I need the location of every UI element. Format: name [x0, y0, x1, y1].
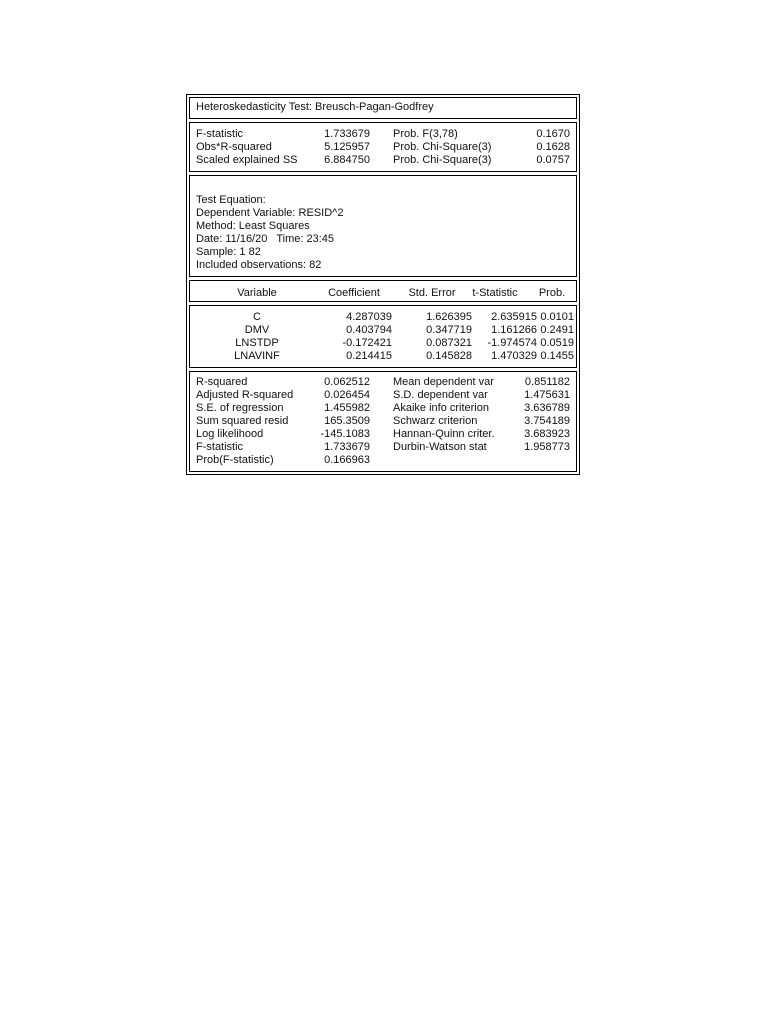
sample: Sample: 1 82	[196, 246, 261, 258]
summary-label: Adjusted R-squared	[196, 389, 294, 401]
summary-label: R-squared	[196, 376, 248, 388]
table-row	[190, 311, 576, 324]
output-title: Heteroskedasticity Test: Breusch-Pagan-Godfrey	[196, 101, 434, 113]
summary-label: F-statistic	[196, 441, 244, 453]
regression-output-table	[186, 94, 580, 475]
stat-value: 5.125957	[324, 141, 370, 153]
summary-value-2: 3.636789	[524, 402, 570, 414]
coefficient-header	[189, 280, 577, 302]
t-statistic-value: -1.974574	[487, 337, 537, 349]
coefficient-value: 0.214415	[346, 350, 392, 362]
summary-value: 1.455982	[324, 402, 370, 414]
test-stat-row	[196, 141, 570, 154]
summary-row	[196, 376, 570, 389]
summary-label: Sum squared resid	[196, 415, 289, 427]
summary-value-2: 1.958773	[524, 441, 570, 453]
summary-label-2: S.D. dependent var	[393, 389, 488, 401]
t-statistic-value: 2.635915	[491, 311, 537, 323]
included-observations: Included observations: 82	[196, 259, 322, 271]
coefficient-body	[189, 305, 577, 368]
coefficient-value: 0.403794	[346, 324, 392, 336]
date-time: Date: 11/16/20 Time: 23:45	[196, 233, 334, 245]
coefficient-value: -0.172421	[342, 337, 392, 349]
test-stats-section	[189, 122, 577, 172]
prob-value: 0.1670	[536, 128, 570, 140]
stat-label: Obs*R-squared	[196, 141, 272, 153]
dependent-variable: Dependent Variable: RESID^2	[196, 207, 344, 219]
summary-label: Log likelihood	[196, 428, 264, 440]
stat-value: 1.733679	[324, 128, 370, 140]
summary-value: 165.3509	[324, 415, 370, 427]
header-coefficient: Coefficient	[328, 287, 380, 299]
std-error-value: 1.626395	[426, 311, 472, 323]
prob-label: Prob. Chi-Square(3)	[393, 141, 492, 153]
prob-value: 0.0519	[540, 337, 574, 349]
stat-value: 6.884750	[324, 154, 370, 166]
t-statistic-value: 1.161266	[491, 324, 537, 336]
summary-label-2: Durbin-Watson stat	[393, 441, 487, 453]
coefficient-value: 4.287039	[346, 311, 392, 323]
prob-label: Prob. Chi-Square(3)	[393, 154, 492, 166]
std-error-value: 0.347719	[426, 324, 472, 336]
summary-value: 0.062512	[324, 376, 370, 388]
variable-name: DMV	[244, 324, 270, 336]
prob-value: 0.1628	[536, 141, 570, 153]
header-variable: Variable	[237, 287, 277, 299]
table-row	[190, 324, 576, 337]
t-statistic-value: 1.470329	[491, 350, 537, 362]
summary-value-2: 0.851182	[524, 376, 570, 388]
variable-name: C	[253, 311, 261, 323]
summary-stats-section	[189, 371, 577, 472]
prob-value: 0.0757	[536, 154, 570, 166]
table-row	[190, 337, 576, 350]
summary-label-2: Hannan-Quinn criter.	[393, 428, 495, 440]
summary-value-2: 3.683923	[524, 428, 570, 440]
table-row	[190, 350, 576, 363]
title-section	[189, 97, 577, 119]
summary-label-2: Schwarz criterion	[393, 415, 478, 427]
summary-value-2: 3.754189	[524, 415, 570, 427]
summary-row	[196, 428, 570, 441]
summary-label-2: Akaike info criterion	[393, 402, 489, 414]
equation-heading: Test Equation:	[196, 194, 266, 206]
method: Method: Least Squares	[196, 220, 310, 232]
prob-value: 0.1455	[540, 350, 574, 362]
summary-value: 1.733679	[324, 441, 370, 453]
summary-value: -145.1083	[320, 428, 370, 440]
prob-value: 0.0101	[540, 311, 574, 323]
header-std-error: Std. Error	[408, 287, 456, 299]
stat-label: Scaled explained SS	[196, 154, 298, 166]
summary-value: 0.026454	[324, 389, 370, 401]
summary-value-2: 1.475631	[524, 389, 570, 401]
summary-label: Prob(F-statistic)	[196, 454, 274, 466]
prob-value: 0.2491	[540, 324, 574, 336]
test-stat-row	[196, 154, 570, 167]
summary-value: 0.166963	[324, 454, 370, 466]
test-equation-section	[189, 175, 577, 277]
summary-row	[196, 454, 570, 467]
summary-row	[196, 441, 570, 454]
summary-row	[196, 402, 570, 415]
stat-label: F-statistic	[196, 128, 244, 140]
summary-row	[196, 415, 570, 428]
header-t-statistic: t-Statistic	[472, 287, 518, 299]
std-error-value: 0.145828	[426, 350, 472, 362]
prob-label: Prob. F(3,78)	[393, 128, 458, 140]
summary-row	[196, 389, 570, 402]
header-prob: Prob.	[538, 287, 566, 299]
std-error-value: 0.087321	[426, 337, 472, 349]
summary-label: S.E. of regression	[196, 402, 284, 414]
variable-name: LNSTDP	[235, 337, 279, 349]
variable-name: LNAVINF	[234, 350, 280, 362]
summary-label-2: Mean dependent var	[393, 376, 494, 388]
test-stat-row	[196, 128, 570, 141]
